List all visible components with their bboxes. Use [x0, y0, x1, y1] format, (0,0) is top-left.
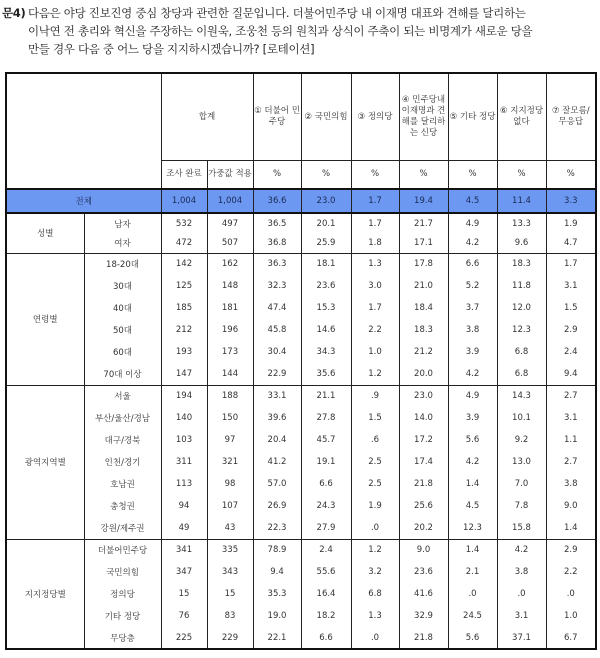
cell: 3.0: [351, 275, 399, 297]
cell: 57.0: [253, 473, 301, 495]
group-label-gender: 성별: [6, 213, 84, 253]
cell: 21.8: [399, 627, 448, 649]
cell: 1,004: [161, 189, 207, 213]
table-row: [6, 233, 596, 253]
cell: 45.7: [301, 429, 351, 451]
cell: 6.6: [301, 473, 351, 495]
row-label: 무당층: [84, 627, 161, 649]
cell: 43: [207, 517, 253, 539]
cell: 2.9: [546, 539, 596, 561]
cell: 78.9: [253, 539, 301, 561]
total-header: 합계: [161, 73, 253, 161]
cell: 1.5: [546, 297, 596, 319]
cell: 1.3: [351, 253, 399, 275]
cell: 347: [161, 561, 207, 583]
cell: 18.2: [301, 605, 351, 627]
row-label: 여자: [84, 233, 161, 253]
row-label: 충청권: [84, 495, 161, 517]
table-row: [6, 213, 596, 233]
cell: 4.5: [448, 189, 497, 213]
cell: 26.9: [253, 495, 301, 517]
row-label: 60대: [84, 341, 161, 363]
total-label: 전체: [6, 189, 161, 213]
unit-cell: %: [351, 161, 399, 190]
cell: 125: [161, 275, 207, 297]
cell: 94: [161, 495, 207, 517]
cell: 27.8: [301, 407, 351, 429]
cell: 9.2: [497, 429, 546, 451]
cell: 12.0: [497, 297, 546, 319]
row-label: 부산/울산/경남: [84, 407, 161, 429]
cell: 9.6: [497, 233, 546, 253]
cell: 6.6: [448, 253, 497, 275]
cell: 9.4: [546, 363, 596, 385]
table-row: [6, 627, 596, 649]
cell: 113: [161, 473, 207, 495]
cell: 9.0: [546, 495, 596, 517]
cell: 12.3: [448, 517, 497, 539]
cell: 21.7: [399, 213, 448, 233]
cell: 4.2: [497, 539, 546, 561]
col-header-democratic: ① 더불어 민주당: [253, 73, 301, 161]
cell: 25.9: [301, 233, 351, 253]
cell: 9.0: [399, 539, 448, 561]
cell: 181: [207, 297, 253, 319]
cell: 12.3: [497, 319, 546, 341]
cell: 4.9: [448, 385, 497, 407]
question-line: 다음은 야당 진보진영 중심 창당과 관련한 질문입니다. 더불어민주당 내 이재명 대표와 견해를 달리하는: [28, 6, 526, 20]
cell: 15.3: [301, 297, 351, 319]
cell: 4.9: [448, 213, 497, 233]
table-row: [6, 275, 596, 297]
question-number: 문4): [2, 6, 26, 20]
cell: 321: [207, 451, 253, 473]
cell: 2.9: [546, 319, 596, 341]
cell: 15: [207, 583, 253, 605]
cell: 21.0: [399, 275, 448, 297]
cell: 22.9: [253, 363, 301, 385]
table-row: [6, 539, 596, 561]
cell: 30.4: [253, 341, 301, 363]
row-label: 정의당: [84, 583, 161, 605]
table-row: [6, 583, 596, 605]
cell: 3.8: [497, 561, 546, 583]
cell: 11.4: [497, 189, 546, 213]
cell: 2.4: [546, 341, 596, 363]
cell: 148: [207, 275, 253, 297]
cell: 33.1: [253, 385, 301, 407]
cell: 1.1: [546, 429, 596, 451]
table-row: [6, 561, 596, 583]
cell: 49: [161, 517, 207, 539]
cell: 5.2: [448, 275, 497, 297]
cell: 36.6: [253, 189, 301, 213]
table-row: [6, 385, 596, 407]
cell: 20.4: [253, 429, 301, 451]
cell: 147: [161, 363, 207, 385]
row-label: 국민의힘: [84, 561, 161, 583]
unit-cell: %: [448, 161, 497, 190]
cell: 17.8: [399, 253, 448, 275]
header-row: [6, 73, 596, 161]
cell: 4.2: [448, 233, 497, 253]
table-row: [6, 473, 596, 495]
cell: 1.8: [351, 233, 399, 253]
cell: 225: [161, 627, 207, 649]
cell: 497: [207, 213, 253, 233]
corner-cell: [6, 73, 161, 189]
cell: 14.6: [301, 319, 351, 341]
cell: 19.1: [301, 451, 351, 473]
table-row: [6, 253, 596, 275]
cell: 2.2: [351, 319, 399, 341]
cell: 173: [207, 341, 253, 363]
cell: 37.1: [497, 627, 546, 649]
cell: 23.6: [399, 561, 448, 583]
cell: 9.4: [253, 561, 301, 583]
cell: 2.4: [301, 539, 351, 561]
table-row: [6, 429, 596, 451]
cell: 23.0: [301, 189, 351, 213]
cell: 17.2: [399, 429, 448, 451]
cell: 1.0: [351, 341, 399, 363]
table-row: [6, 495, 596, 517]
row-label: 40대: [84, 297, 161, 319]
cell: 34.3: [301, 341, 351, 363]
cell: 343: [207, 561, 253, 583]
cell: 7.0: [497, 473, 546, 495]
cell: 1.3: [351, 605, 399, 627]
row-label: 남자: [84, 213, 161, 233]
row-label: 서울: [84, 385, 161, 407]
cell: 212: [161, 319, 207, 341]
cell: 2.5: [351, 451, 399, 473]
row-label: 기타 정당: [84, 605, 161, 627]
cell: 35.6: [301, 363, 351, 385]
col-header-none: ⑥ 지지정당 없다: [497, 73, 546, 161]
cell: 2.2: [546, 561, 596, 583]
cell: 3.3: [546, 189, 596, 213]
cell: 144: [207, 363, 253, 385]
cell: 188: [207, 385, 253, 407]
cell: 36.8: [253, 233, 301, 253]
cell: 2.5: [351, 473, 399, 495]
cell: 6.8: [497, 341, 546, 363]
table-row: [6, 363, 596, 385]
cell: 55.6: [301, 561, 351, 583]
unit-cell: %: [497, 161, 546, 190]
cell: 22.3: [253, 517, 301, 539]
cell: 83: [207, 605, 253, 627]
cell: 36.5: [253, 213, 301, 233]
row-label: 18-20대: [84, 253, 161, 275]
cell: 1.4: [448, 539, 497, 561]
cell: 4.5: [448, 495, 497, 517]
cell: 185: [161, 297, 207, 319]
cell: 39.6: [253, 407, 301, 429]
cell: 11.8: [497, 275, 546, 297]
cell: 162: [207, 253, 253, 275]
cell: 17.1: [399, 233, 448, 253]
cell: 3.2: [351, 561, 399, 583]
cell: 3.8: [546, 473, 596, 495]
row-label: 인천/경기: [84, 451, 161, 473]
cell: 22.1: [253, 627, 301, 649]
cell: 97: [207, 429, 253, 451]
cell: 4.7: [546, 233, 596, 253]
question-line: 만들 경우 다음 중 어느 당을 지지하시겠습니까? [로테이션]: [28, 42, 315, 56]
unit-cell: %: [253, 161, 301, 190]
cell: 107: [207, 495, 253, 517]
cell: .6: [351, 429, 399, 451]
cell: .9: [351, 385, 399, 407]
cell: 13.3: [497, 213, 546, 233]
cell: 3.9: [448, 341, 497, 363]
subheader-completed: 조사 완료: [161, 161, 207, 190]
cell: 193: [161, 341, 207, 363]
cell: 6.8: [351, 583, 399, 605]
cell: 14.3: [497, 385, 546, 407]
cell: 47.4: [253, 297, 301, 319]
cell: 341: [161, 539, 207, 561]
cell: 3.7: [448, 297, 497, 319]
total-row: [6, 189, 596, 213]
cell: 2.1: [448, 561, 497, 583]
cell: 196: [207, 319, 253, 341]
results-table: [5, 72, 597, 650]
cell: 13.0: [497, 451, 546, 473]
cell: 1.9: [351, 495, 399, 517]
row-label: 강원/제주권: [84, 517, 161, 539]
unit-cell: %: [399, 161, 448, 190]
cell: 1.2: [351, 363, 399, 385]
subheader-weighted: 가중값 적용: [207, 161, 253, 190]
cell: 15.8: [497, 517, 546, 539]
cell: 41.6: [399, 583, 448, 605]
cell: 76: [161, 605, 207, 627]
cell: 24.3: [301, 495, 351, 517]
cell: 1.2: [351, 539, 399, 561]
row-label: 70대 이상: [84, 363, 161, 385]
cell: 21.8: [399, 473, 448, 495]
table-row: [6, 605, 596, 627]
group-label-party: 지지정당별: [6, 539, 84, 649]
cell: 18.1: [301, 253, 351, 275]
question-line: 이낙연 전 총리와 혁신을 주장하는 이원욱, 조웅천 등의 원칙과 상식이 주축이 되는 비명계가 새로운 당을: [28, 24, 533, 38]
cell: .0: [351, 627, 399, 649]
cell: 19.0: [253, 605, 301, 627]
table-row: [6, 517, 596, 539]
cell: 3.1: [497, 605, 546, 627]
cell: 4.2: [448, 363, 497, 385]
cell: 335: [207, 539, 253, 561]
cell: 229: [207, 627, 253, 649]
cell: 10.1: [497, 407, 546, 429]
cell: 6.6: [301, 627, 351, 649]
cell: 20.0: [399, 363, 448, 385]
cell: 1,004: [207, 189, 253, 213]
cell: 1.4: [448, 473, 497, 495]
cell: 20.1: [301, 213, 351, 233]
cell: 140: [161, 407, 207, 429]
cell: 3.8: [448, 319, 497, 341]
cell: 45.8: [253, 319, 301, 341]
cell: 5.6: [448, 429, 497, 451]
cell: 14.0: [399, 407, 448, 429]
cell: 15: [161, 583, 207, 605]
cell: 3.1: [546, 407, 596, 429]
cell: 27.9: [301, 517, 351, 539]
row-label: 30대: [84, 275, 161, 297]
cell: 507: [207, 233, 253, 253]
col-header-justice: ③ 정의당: [351, 73, 399, 161]
row-label: 대구/경북: [84, 429, 161, 451]
cell: 1.7: [351, 213, 399, 233]
cell: 4.2: [448, 451, 497, 473]
cell: 5.6: [448, 627, 497, 649]
cell: 1.9: [546, 213, 596, 233]
row-label: 호남권: [84, 473, 161, 495]
cell: 24.5: [448, 605, 497, 627]
cell: 2.7: [546, 385, 596, 407]
table-row: [6, 407, 596, 429]
cell: 18.3: [497, 253, 546, 275]
cell: 20.2: [399, 517, 448, 539]
cell: .0: [497, 583, 546, 605]
cell: 6.8: [497, 363, 546, 385]
cell: 18.3: [399, 319, 448, 341]
cell: 472: [161, 233, 207, 253]
table-row: [6, 297, 596, 319]
cell: 32.3: [253, 275, 301, 297]
cell: 21.2: [399, 341, 448, 363]
cell: 6.7: [546, 627, 596, 649]
cell: 98: [207, 473, 253, 495]
cell: 3.9: [448, 407, 497, 429]
cell: 142: [161, 253, 207, 275]
group-label-age: 연령별: [6, 253, 84, 385]
cell: 36.3: [253, 253, 301, 275]
cell: 3.1: [546, 275, 596, 297]
group-label-region: 광역지역별: [6, 385, 84, 539]
cell: 21.1: [301, 385, 351, 407]
cell: .0: [351, 517, 399, 539]
cell: 1.5: [351, 407, 399, 429]
cell: .0: [546, 583, 596, 605]
cell: 41.2: [253, 451, 301, 473]
cell: .0: [448, 583, 497, 605]
cell: 1.4: [546, 517, 596, 539]
cell: 532: [161, 213, 207, 233]
cell: 150: [207, 407, 253, 429]
cell: 1.7: [351, 297, 399, 319]
unit-cell: %: [301, 161, 351, 190]
cell: 19.4: [399, 189, 448, 213]
cell: 2.7: [546, 451, 596, 473]
row-label: 더불어민주당: [84, 539, 161, 561]
col-header-other: ⑤ 기타 정당: [448, 73, 497, 161]
row-label: 50대: [84, 319, 161, 341]
cell: 103: [161, 429, 207, 451]
cell: 7.8: [497, 495, 546, 517]
cell: 32.9: [399, 605, 448, 627]
cell: 1.7: [351, 189, 399, 213]
cell: 18.4: [399, 297, 448, 319]
cell: 35.3: [253, 583, 301, 605]
cell: 23.0: [399, 385, 448, 407]
cell: 194: [161, 385, 207, 407]
col-header-ppp: ② 국민의힘: [301, 73, 351, 161]
cell: 311: [161, 451, 207, 473]
cell: 23.6: [301, 275, 351, 297]
cell: 16.4: [301, 583, 351, 605]
cell: 17.4: [399, 451, 448, 473]
cell: 1.0: [546, 605, 596, 627]
col-header-new-party: ④ 민주당내 이재명과 견해를 달리하는 신당: [399, 73, 448, 161]
col-header-dk: ⑦ 잘모름/ 무응답: [546, 73, 596, 161]
cell: 25.6: [399, 495, 448, 517]
unit-cell: %: [546, 161, 596, 190]
table-row: [6, 319, 596, 341]
cell: 1.7: [546, 253, 596, 275]
table-row: [6, 341, 596, 363]
table-row: [6, 451, 596, 473]
